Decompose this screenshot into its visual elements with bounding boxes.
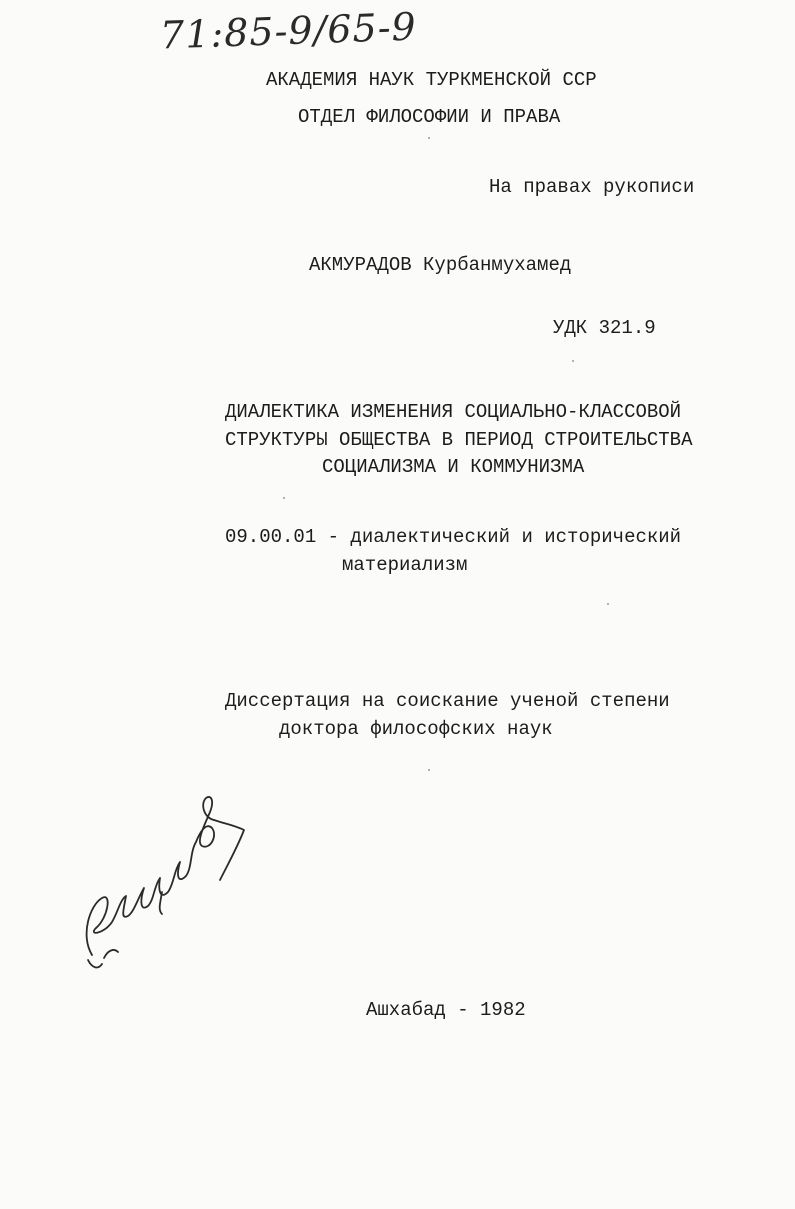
academy-heading: АКАДЕМИЯ НАУК ТУРКМЕНСКОЙ ССР xyxy=(266,69,597,91)
scan-speck xyxy=(428,769,430,771)
title-line-1: ДИАЛЕКТИКА ИЗМЕНЕНИЯ СОЦИАЛЬНО-КЛАССОВОЙ xyxy=(225,401,682,423)
scan-speck xyxy=(572,360,574,362)
scan-speck xyxy=(607,603,609,605)
title-line-2: СТРУКТУРЫ ОБЩЕСТВА В ПЕРИОД СТРОИТЕЛЬСТВА xyxy=(225,429,693,451)
rights-note: На правах рукописи xyxy=(489,176,695,198)
udc-code: УДК 321.9 xyxy=(553,317,656,339)
specialty-line-1: 09.00.01 - диалектический и исторический xyxy=(225,526,682,548)
specialty-line-2: материализм xyxy=(342,554,468,576)
scan-speck xyxy=(283,497,285,499)
author-name: АКМУРАДОВ Курбанмухамед xyxy=(309,254,572,276)
degree-line-1: Диссертация на соискание ученой степени xyxy=(225,690,670,712)
department-heading: ОТДЕЛ ФИЛОСОФИИ И ПРАВА xyxy=(298,106,561,128)
title-line-3: СОЦИАЛИЗМА И КОММУНИЗМА xyxy=(322,456,585,478)
place-year: Ашхабад - 1982 xyxy=(366,999,526,1021)
degree-line-2: доктора философских наук xyxy=(279,718,553,740)
archive-number: 71:85-9/65-9 xyxy=(159,4,418,58)
scan-speck xyxy=(428,137,430,139)
